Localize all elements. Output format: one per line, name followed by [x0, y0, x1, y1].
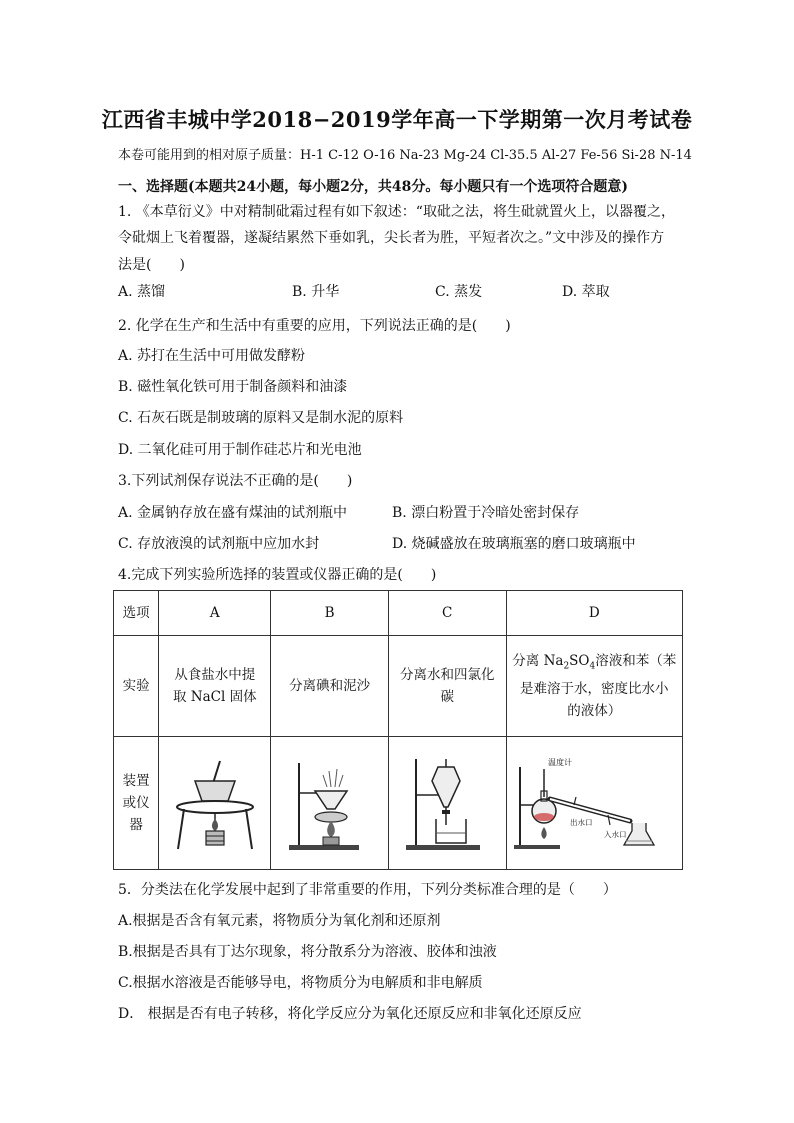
q2-option-c: C. 石灰石既是制玻璃的原料又是制水泥的原料	[118, 410, 404, 426]
q4-apparatus-row	[114, 737, 683, 870]
separatory-funnel-diagram	[402, 753, 492, 853]
crucible-tripod-diagram	[170, 753, 260, 853]
q4-table	[113, 590, 683, 870]
header-b: B	[271, 591, 389, 636]
d-text-3: 溶液和苯（苯	[595, 653, 677, 670]
q2-stem: 2. 化学在生产和生活中有重要的应用，下列说法正确的是( )	[118, 318, 511, 334]
experiment-c-line1: 分离水和四氯化	[399, 667, 495, 683]
experiment-c	[388, 636, 506, 737]
q1-option-d: D. 萃取	[562, 284, 610, 300]
section-heading: 一、选择题(本题共24小题，每小题2分，共48分。每小题只有一个选项符合题意)	[118, 179, 628, 195]
q3-option-c: C. 存放液溴的试剂瓶中应加水封	[118, 536, 320, 552]
q4-stem: 4.完成下列实验所选择的装置或仪器正确的是( )	[118, 567, 437, 583]
experiment-d-line3: 的液体）	[567, 702, 622, 719]
experiment-d-line2: 是难溶于水，密度比水小	[520, 680, 669, 697]
d-text-1: 分离 Na	[512, 653, 564, 670]
q2-option-b: B. 磁性氧化铁可用于制备颜料和油漆	[118, 379, 348, 395]
q5-option-c: C.根据水溶液是否能够导电，将物质分为电解质和非电解质	[118, 975, 483, 991]
apparatus-b	[271, 737, 389, 870]
apparatus-label-1: 装置	[122, 773, 150, 789]
d-text-2: SO	[569, 653, 590, 670]
sublimation-diagram	[285, 753, 375, 853]
experiment-label: 实验	[114, 636, 159, 737]
q1-stem-line3: 法是( )	[118, 257, 185, 273]
experiment-d-line1	[512, 653, 677, 672]
q1-option-a: A. 蒸馏	[118, 284, 166, 300]
q3-option-d: D. 烧碱盛放在玻璃瓶塞的磨口玻璃瓶中	[392, 536, 636, 552]
experiment-a-line1: 从食盐水中提	[174, 667, 256, 683]
q4-experiment-row	[114, 636, 683, 737]
d-sub-4: 4	[589, 661, 596, 672]
q1-option-c: C. 蒸发	[435, 284, 483, 300]
header-a: A	[159, 591, 271, 636]
apparatus-label	[114, 737, 159, 870]
thermometer-label: 温度计	[548, 758, 573, 767]
apparatus-a	[159, 737, 271, 870]
apparatus-c	[388, 737, 506, 870]
experiment-c-line2: 碳	[440, 689, 454, 705]
q1-option-b: B. 升华	[292, 284, 340, 300]
distillation-diagram	[514, 753, 674, 853]
experiment-b: 分离碘和泥沙	[271, 636, 389, 737]
apparatus-label-3: 器	[129, 817, 143, 833]
q3-option-a: A. 金属钠存放在盛有煤油的试剂瓶中	[118, 505, 348, 521]
q5-option-a: A.根据是否含有氧元素，将物质分为氧化剂和还原剂	[118, 913, 441, 929]
d-sub-2: 2	[563, 661, 570, 672]
q2-option-d: D. 二氧化硅可用于制作硅芯片和光电池	[118, 442, 362, 458]
atomic-masses-note: 本卷可能用到的相对原子质量：H-1 C-12 O-16 Na-23 Mg-24 Cl-35.5 Al-27 Fe-56 Si-28 N-14	[118, 148, 692, 163]
inlet-label: 入水口	[604, 830, 627, 839]
q1-stem-line1: 1. 《本草衍义》中对精制砒霜过程有如下叙述：“取砒之法，将生砒就置火上，以器覆之，	[118, 204, 675, 220]
q3-option-b: B. 漂白粉置于冷暗处密封保存	[392, 505, 580, 521]
q2-option-a: A. 苏打在生活中可用做发酵粉	[118, 348, 306, 364]
apparatus-d	[506, 737, 682, 870]
q1-stem-line2: 令砒烟上飞着覆器，遂凝结累然下垂如乳，尖长者为胜，平短者次之。”文中涉及的操作方	[118, 230, 665, 246]
q5-option-b: B.根据是否具有丁达尔现象，将分散系分为溶液、胶体和浊液	[118, 944, 497, 960]
experiment-d	[506, 636, 682, 737]
experiment-a	[159, 636, 271, 737]
q5-stem: 5．分类法在化学发展中起到了非常重要的作用，下列分类标准合理的是（ ）	[118, 882, 617, 898]
outlet-label: 出水口	[570, 818, 593, 827]
exam-title: 江西省丰城中学2018−2019学年高一下学期第一次月考试卷	[101, 107, 693, 132]
q4-header-row	[114, 591, 683, 636]
q3-stem: 3.下列试剂保存说法不正确的是( )	[118, 473, 353, 489]
q5-option-d: D． 根据是否有电子转移，将化学反应分为氧化还原反应和非氧化还原反应	[118, 1006, 582, 1022]
experiment-a-line2: 取 NaCl 固体	[173, 689, 257, 705]
header-c: C	[388, 591, 506, 636]
header-option: 选项	[114, 591, 159, 636]
header-d: D	[506, 591, 682, 636]
apparatus-label-2: 或仪	[122, 795, 150, 811]
